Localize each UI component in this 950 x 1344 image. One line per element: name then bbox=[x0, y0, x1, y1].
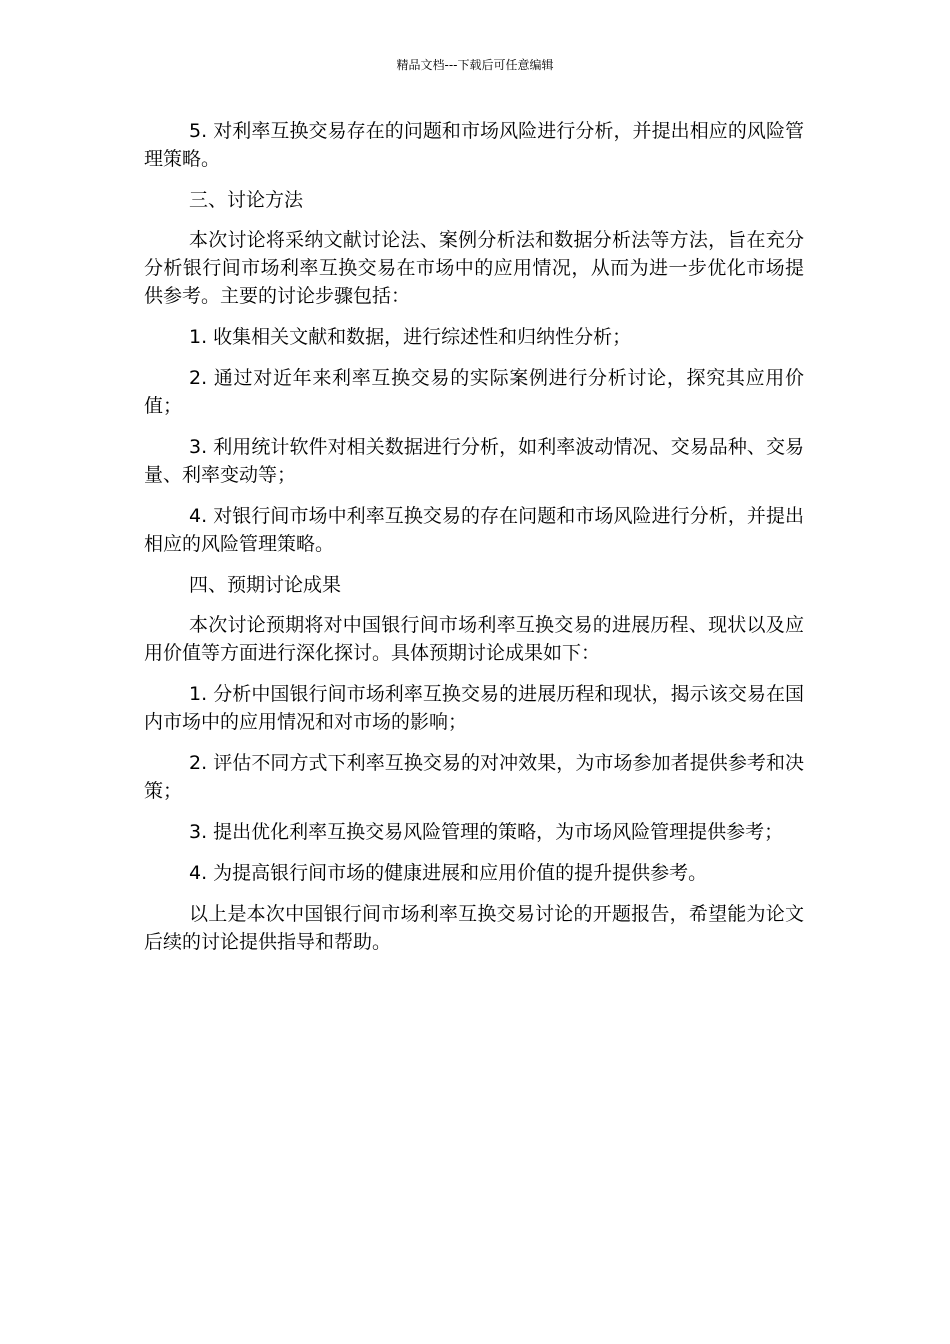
paragraph-methods-intro: 本次讨论将采纳文献讨论法、案例分析法和数据分析法等方法，旨在充分分析银行间市场利率互换交易在市场中的应用情况，从而为进一步优化市场提供参考。主要的讨论步骤包括： bbox=[144, 229, 804, 307]
document-body bbox=[144, 117, 804, 969]
page-header: 精品文档---下载后可任意编辑 bbox=[396, 58, 554, 72]
section-heading-methods: 三、讨论方法 bbox=[189, 189, 304, 211]
list-item-step-2: 2. 通过对近年来利率互换交易的实际案例进行分析讨论，探究其应用价值； bbox=[144, 367, 804, 417]
paragraph-item-5-continued: 5. 对利率互换交易存在的问题和市场风险进行分析，并提出相应的风险管理策略。 bbox=[144, 120, 804, 170]
list-item-result-4: 4. 为提高银行间市场的健康进展和应用价值的提升提供参考。 bbox=[189, 862, 708, 884]
list-item-step-1: 1. 收集相关文献和数据，进行综述性和归纳性分析； bbox=[189, 326, 632, 348]
list-item-step-4: 4. 对银行间市场中利率互换交易的存在问题和市场风险进行分析，并提出相应的风险管理策略。 bbox=[144, 505, 804, 555]
paragraph-results-intro: 本次讨论预期将对中国银行间市场利率互换交易的进展历程、现状以及应用价值等方面进行深化探讨。具体预期讨论成果如下： bbox=[144, 614, 804, 664]
paragraph-conclusion: 以上是本次中国银行间市场利率互换交易讨论的开题报告，希望能为论文后续的讨论提供指导和帮助。 bbox=[144, 903, 804, 953]
section-heading-expected-results: 四、预期讨论成果 bbox=[189, 574, 342, 596]
list-item-result-2: 2. 评估不同方式下利率互换交易的对冲效果，为市场参加者提供参考和决策； bbox=[144, 752, 804, 802]
list-item-result-3: 3. 提出优化利率互换交易风险管理的策略，为市场风险管理提供参考； bbox=[189, 821, 784, 843]
list-item-step-3: 3. 利用统计软件对相关数据进行分析，如利率波动情况、交易品种、交易量、利率变动等； bbox=[144, 436, 804, 486]
list-item-result-1: 1. 分析中国银行间市场利率互换交易的进展历程和现状，揭示该交易在国内市场中的应用情况和对市场的影响； bbox=[144, 683, 804, 733]
